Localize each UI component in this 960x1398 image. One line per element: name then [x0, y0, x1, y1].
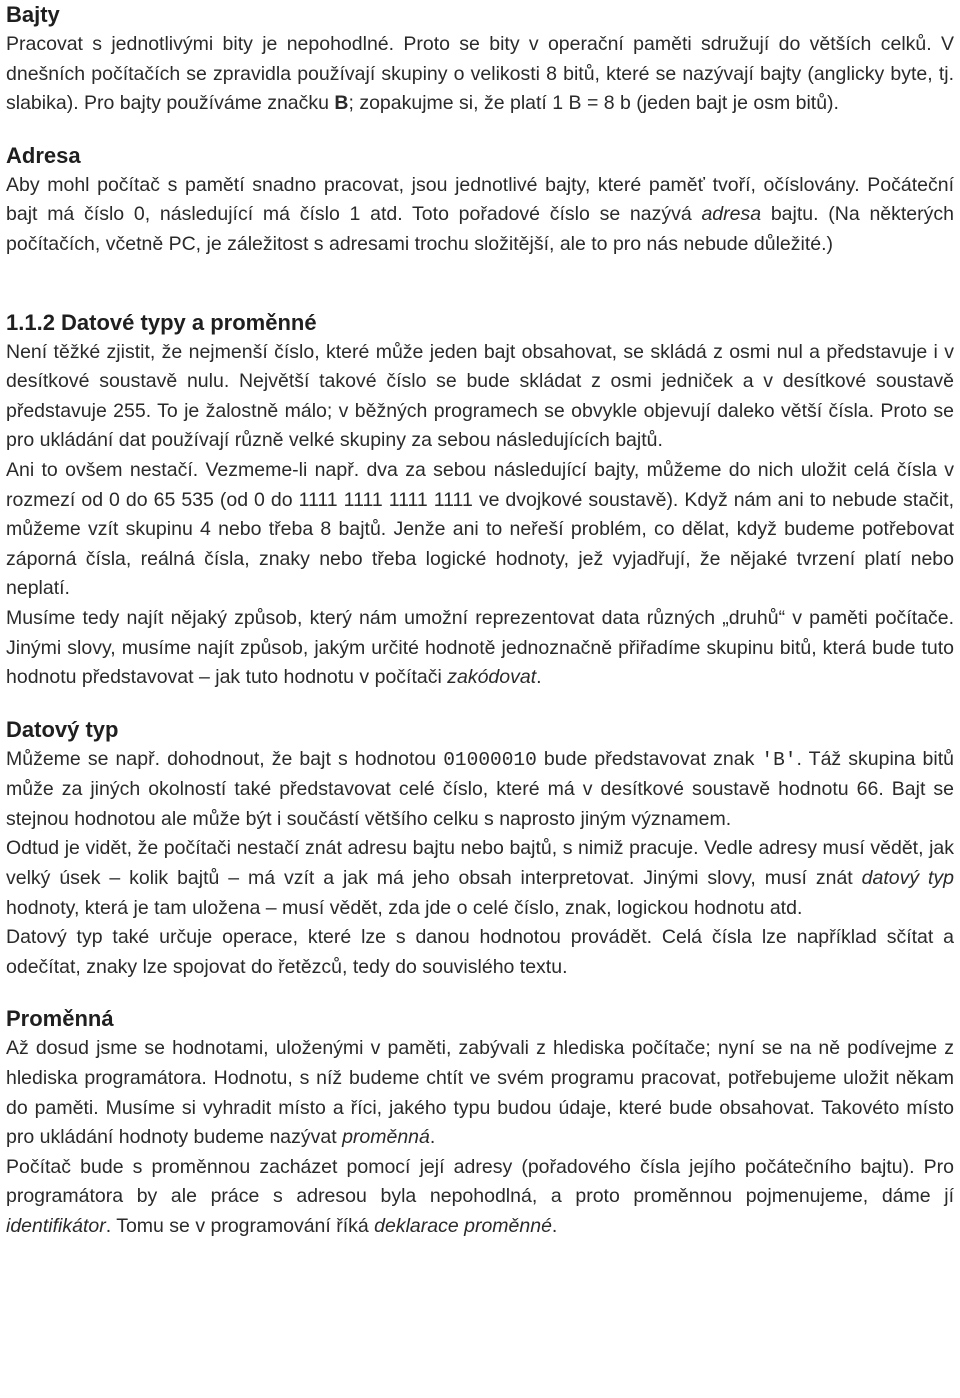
text: bajtu. (Na některých počítačích, včetně PC, je záležitost s adresami trochu složitější, ale to pro nás nebude důležité.): [6, 203, 954, 255]
paragraph-promenna-1: [6, 1034, 954, 1152]
heading-adresa: Adresa: [6, 142, 81, 168]
code-char: 'B': [761, 748, 797, 771]
text: . Táž skupina bitů může za jiných okolností také představovat celé číslo, které má v desítkové soustavě hodnotu 66. Bajt se stejnou hodnotou ale může být i součástí většího celku s naprosto jiným významem.: [6, 747, 954, 830]
text: ; zopakujme si, že platí 1 B = 8 b (jeden bajt je osm bitů).: [348, 92, 839, 115]
paragraph-section-1: Není těžké zjistit, že nejmenší číslo, které může jeden bajt obsahovat, se skládá z osmi nul a představuje i v desítkové soustavě nulu. Největší takové číslo se bude skládat z osmi jedniček a v desítkové soustavě představuje 255. To je žalostně málo; v běžných programech se obvykle objevují daleko větší čísla. Proto se pro ukládání dat používají různě velké skupiny za sebou následujících bajtů.: [6, 340, 954, 452]
text: .: [551, 1215, 558, 1237]
paragraph-promenna-2: [6, 1153, 954, 1242]
term-zakodovat: zakódovat: [447, 666, 537, 689]
text: . Tomu se v programování říká: [105, 1215, 375, 1237]
symbol-b: B: [334, 92, 349, 115]
heading-promenna: Proměnná: [6, 1006, 114, 1032]
term-deklarace: deklarace proměnné: [374, 1215, 552, 1237]
text: Musíme tedy najít nějaký způsob, který nám umožní reprezentovat data různých „druhů“ v paměti počítače. Jinými slovy, musíme najít způsob, jakým určité hodnotě jednoznačně přiřadíme skupinu bitů, která bude tuto hodnotu představovat – jak tuto hodnotu v počítači: [6, 606, 954, 689]
heading-datovy-typ: Datový typ: [6, 716, 119, 742]
paragraph-section-3: [6, 604, 954, 693]
text: Až dosud jsme se hodnotami, uloženými v paměti, zabývali z hlediska počítače; nyní se na ně podívejme z hlediska programátora. Hodnotu, s níž budeme chtít ve svém programu pracovat, potřebujeme uložit někam do paměti. Musíme si vyhradit místo a říci, jakého typu budou údaje, které bude obsahovat. Takovéto místo pro ukládání hodnoty budeme nazývat: [6, 1037, 954, 1149]
text: hodnoty, která je tam uložena – musí vědět, zda jde o celé číslo, znak, logickou hodnotu atd.: [6, 896, 803, 919]
text: .: [429, 1126, 436, 1149]
paragraph-bajty: [6, 30, 954, 119]
paragraph-datovy-typ-3: Datový typ také určuje operace, které lze s danou hodnotou provádět. Celá čísla lze například sčítat a odečítat, znaky lze spojovat do řetězců, tedy do souvislého textu.: [6, 926, 954, 978]
text: bude představovat znak: [536, 747, 762, 770]
term-datovy-typ: datový typ: [861, 867, 954, 890]
text: .: [536, 666, 542, 689]
text: Aby mohl počítač s pamětí snadno pracovat, jsou jednotlivé bajty, které paměť tvoří, očíslovány. Počáteční bajt má číslo 0, následující má číslo 1 atd. Toto pořadové číslo se nazývá: [6, 173, 954, 226]
paragraph-datovy-typ-2: [6, 834, 954, 923]
paragraph-datovy-typ-1: [6, 745, 954, 835]
text: Odtud je vidět, že počítači nestačí znát adresu bajtu nebo bajtů, s nimiž pracuje. Vedle adresy musí vědět, jak velký úsek – kolik bajtů – má vzít a jak má jeho obsah interpretovat. Jinými slovy, musí znát: [6, 837, 954, 890]
term-adresa: adresa: [701, 203, 762, 226]
heading-bajty: Bajty: [6, 2, 60, 27]
term-identifikator: identifikátor: [6, 1215, 106, 1237]
code-binary: 01000010: [443, 748, 537, 771]
paragraph-adresa: [6, 171, 954, 260]
heading-section-1-1-2: 1.1.2 Datové typy a proměnné: [6, 309, 317, 335]
text: Můžeme se např. dohodnout, že bajt s hodnotou: [6, 747, 444, 770]
text: Pracovat s jednotlivými bity je nepohodlné. Proto se bity v operační paměti sdružují do větších celků. V dnešních počítačích se zpravidla používají skupiny o velikosti 8 bitů, které se nazývají bajty (anglicky byte, tj. slabika). Pro bajty používáme značku: [6, 33, 954, 115]
text: Počítač bude s proměnnou zacházet pomocí její adresy (pořadového čísla jejího počátečního bajtu). Pro programátora by ale práce s adresou byla nepohodlná, a proto proměnnou pojmenujeme, dáme jí: [6, 1155, 954, 1208]
paragraph-section-2: Ani to ovšem nestačí. Vezmeme-li např. dva za sebou následující bajty, můžeme do nich uložit celá čísla v rozmezí od 0 do 65 535 (od 0 do 1111 1111 1111 1111 ve dvojkové soustavě). Když nám ani to nebude stačit, můžeme vzít skupinu 4 nebo třeba 8 bajtů. Jenže ani to neřeší problém, co dělat, když budeme potřebovat záporná čísla, reálná čísla, znaky nebo třeba logické hodnoty, jež vyjadřují, že nějaké tvrzení platí nebo neplatí.: [6, 458, 954, 600]
term-promenna: proměnná: [342, 1126, 430, 1149]
